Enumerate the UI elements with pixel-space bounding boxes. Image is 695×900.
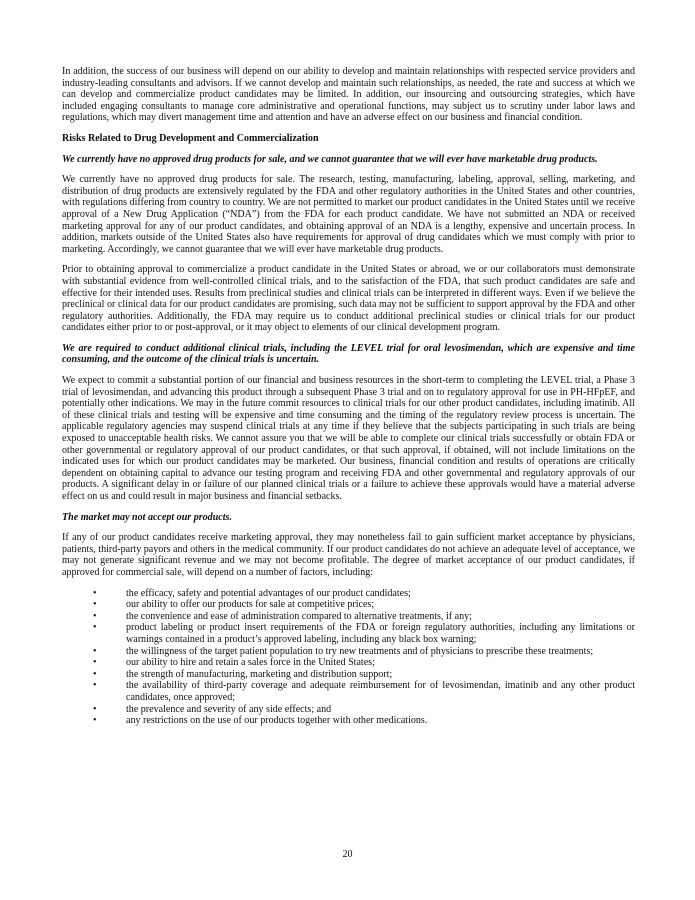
bullet-icon: •	[93, 610, 97, 622]
list-item	[62, 680, 635, 703]
bullet-icon: •	[93, 668, 97, 680]
document-page	[62, 66, 635, 727]
bullet-icon: •	[93, 645, 97, 657]
list-item-text: the availability of third-party coverage and adequate reimbursement for of levosimendan, imatinib and any other product candidates, once approved;	[126, 680, 635, 703]
list-item	[62, 588, 635, 600]
paragraph-clinical-trials: We expect to commit a substantial portion of our financial and business resources in the short-term to completing the LEVEL trial, a Phase 3 trial of levosimendan, and advancing this product through a subsequent Phase 3 trial and on to regulatory approval for use in PH-HFpEF, and potentially other indications. We may in the future commit resources to clinical trials for our other product candidates, including imatinib. All of these clinical trials and testing will be expensive and time consuming and the timing of the regulatory review process is uncertain. The applicable regulatory agencies may suspend clinical trials at any time if they believe that the subjects participating in such trials are being exposed to unacceptable health risks. We cannot assure you that we will be able to complete our clinical trials successfully or obtain FDA or other governmental or regulatory approval of our product candidates, or that such approval, if obtained, will not include limitations on the indicated uses for which our product candidates may be marketed. Our business, financial condition and results of operations are critically dependent on obtaining capital to advance our testing program and receiving FDA and other governmental and regulatory approvals of our products. A significant delay in or failure of our planned clinical trials or a failure to achieve these approvals would have a material adverse effect on us and could result in major business and financial setbacks.	[62, 375, 635, 502]
list-item	[62, 715, 635, 727]
bullet-icon: •	[93, 715, 97, 727]
list-item	[62, 611, 635, 623]
list-item-text: our ability to hire and retain a sales force in the United States;	[126, 657, 375, 669]
bullet-icon: •	[93, 599, 97, 611]
paragraph-market-acceptance: If any of our product candidates receive marketing approval, they may nonetheless fail to gain sufficient market acceptance by physicians, patients, third-party payors and others in the medical community. If our product candidates do not achieve an adequate level of acceptance, we may not generate significant revenue and we may not become profitable. The degree of market acceptance of our product candidates, if approved for commercial sale, will depend on a number of factors, including:	[62, 532, 635, 578]
list-item-text: any restrictions on the use of our products together with other medications.	[126, 715, 428, 727]
list-item	[62, 622, 635, 645]
list-item-text: the willingness of the target patient population to try new treatments and of physicians to prescribe these treatments;	[126, 645, 594, 657]
bullet-icon: •	[93, 657, 97, 669]
list-item-text: product labeling or product insert requirements of the FDA or foreign regulatory authorities, including any limitations or warnings contained in a product’s approved labeling, including any black box warning;	[126, 622, 635, 645]
risk-subheading-no-approved-products: We currently have no approved drug products for sale, and we cannot guarantee that we will ever have marketable drug products.	[62, 153, 598, 165]
list-item	[62, 646, 635, 658]
paragraph-no-approved-products: We currently have no approved drug products for sale. The research, testing, manufacturing, labeling, approval, selling, marketing, and distribution of drug products are extensively regulated by the FDA and other regulatory authorities in the United States and other countries, with regulations differing from country to country. We are not permitted to market our product candidates in the United States until we receive approval of a New Drug Application (“NDA”) from the FDA for each product candidate. We have not submitted an NDA or received marketing approval for any of our product candidates, and obtaining approval of an NDA is a lengthy, expensive and uncertain process. In addition, markets outside of the United States also have requirements for approval of drug candidates which we must comply with prior to marketing. Accordingly, we cannot guarantee that we will ever have marketable drug products.	[62, 174, 635, 255]
list-item	[62, 657, 635, 669]
list-item-text: the efficacy, safety and potential advantages of our product candidates;	[126, 587, 411, 599]
bullet-icon: •	[93, 680, 97, 692]
risk-subheading-market-acceptance: The market may not accept our products.	[62, 511, 232, 523]
bullet-icon: •	[93, 622, 97, 634]
bullet-icon: •	[93, 587, 97, 599]
paragraph-approval-requirements: Prior to obtaining approval to commercialize a product candidate in the United States or abroad, we or our collaborators must demonstrate with substantial evidence from well-controlled clinical trials, and to the satisfaction of the FDA, that such product candidates are safe and effective for their intended uses. Results from preclinical studies and clinical trials can be interpreted in different ways. Even if we believe the preclinical or clinical data for our product candidates are promising, such data may not be sufficient to support approval by the FDA and other regulatory authorities. Additionally, the FDA may require us to conduct additional preclinical studies or clinical trials for our product candidates either prior to or post-approval, or it may object to elements of our clinical development program.	[62, 264, 635, 334]
risk-subheading-clinical-trials: We are required to conduct additional clinical trials, including the LEVEL trial for oral levosimendan, which are expensive and time consuming, and the outcome of the clinical trials is uncertain.	[62, 342, 635, 366]
section-heading: Risks Related to Drug Development and Commercialization	[62, 132, 319, 144]
page-number: 20	[342, 849, 353, 860]
list-item-text: our ability to offer our products for sale at competitive prices;	[126, 599, 375, 611]
list-item	[62, 704, 635, 716]
list-item	[62, 599, 635, 611]
list-item-text: the convenience and ease of administration compared to alternative treatments, if any;	[126, 610, 472, 622]
intro-paragraph: In addition, the success of our business will depend on our ability to develop and maintain relationships with respected service providers and industry-leading consultants and advisors. If we cannot develop and maintain such relationships, as needed, the rate and success at which we can develop and commercialize product candidates may be limited. In addition, our insourcing and outsourcing strategies, which have included engaging consultants to manage core administrative and operational functions, may subject us to scrutiny under labor laws and regulations, which may divert management time and attention and have an adverse effect on our business and financial condition.	[62, 66, 635, 124]
list-item	[62, 669, 635, 681]
list-item-text: the prevalence and severity of any side effects; and	[126, 703, 332, 715]
market-acceptance-factors-list	[62, 588, 635, 727]
bullet-icon: •	[93, 703, 97, 715]
list-item-text: the strength of manufacturing, marketing and distribution support;	[126, 668, 393, 680]
